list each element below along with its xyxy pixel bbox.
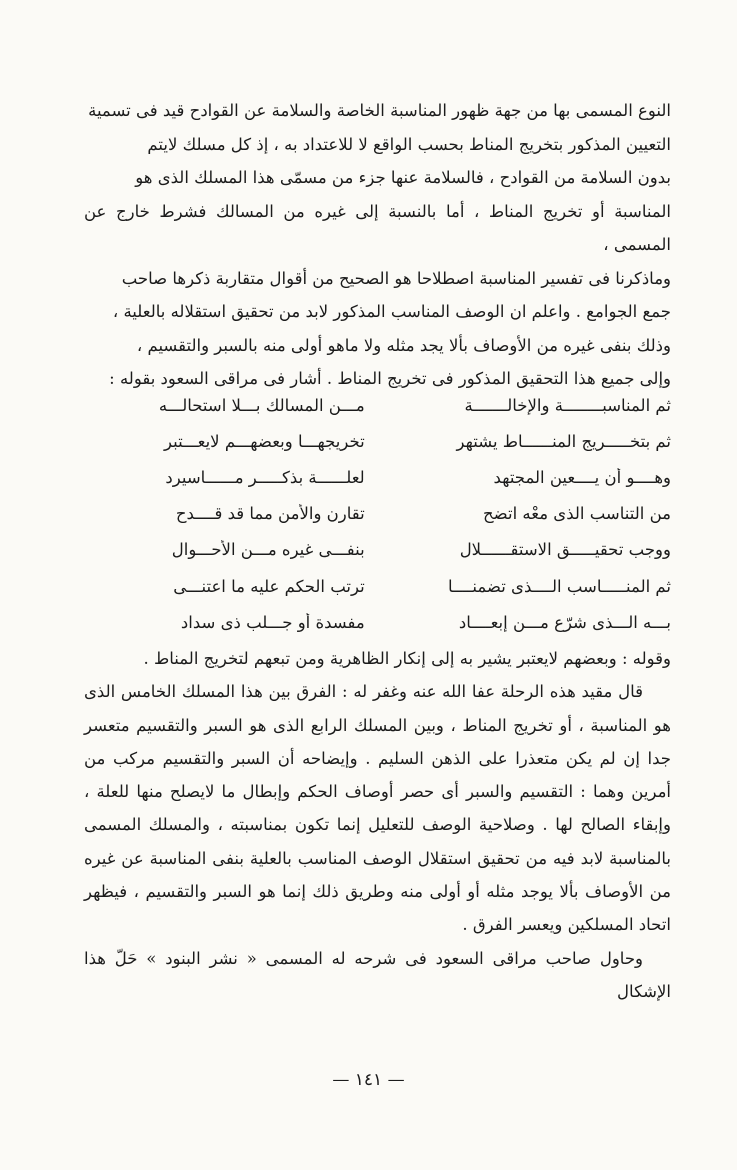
page-number: — ١٤١ — <box>332 1070 405 1090</box>
verse-second-hemistich: مفسدة أو جـــلب ذى سداد <box>180 612 365 632</box>
verse-line <box>82 568 671 604</box>
closing-paragraphs <box>84 642 671 1008</box>
verse-commentary: وقوله : وبعضهم لايعتبر يشير به إلى إنكار الظاهرية ومن تبعهم لتخريج المناط . <box>143 649 671 668</box>
verse-second-hemistich: تخريجهـــا وبعضهـــم لايعـــتبر <box>164 431 365 451</box>
text-line: بدون السلامة من القوادح ، فالسلامة عنها جزء من مسمّى هذا المسلك الذى هو <box>135 168 671 187</box>
text-line: وإلى جميع هذا التحقيق المذكور فى تخريج المناط . أشار فى مراقى السعود بقوله : <box>109 369 671 388</box>
verse-first-hemistich: بـــه الـــذى شرّع مـــن إبعــــاد <box>458 612 671 632</box>
verse-first-hemistich: من التناسب الذى معْه اتضح <box>483 504 671 524</box>
text-line: وماذكرنا فى تفسير المناسبة اصطلاحا هو الصحيح من أقوال متقاربة ذكرها صاحب <box>121 268 671 288</box>
opening-paragraph <box>84 94 671 396</box>
verse-first-hemistich: ثم المناسبــــــــة والإخالـــــــة <box>464 395 671 415</box>
verse-second-hemistich: ترتب الحكم عليه ما اعتنـــى <box>173 576 365 596</box>
verse-first-hemistich: ثم المنـــــاسب الــــذى تضمنــــا <box>448 576 671 596</box>
verse-line <box>82 387 671 423</box>
verse-second-hemistich: بنفـــى غيره مـــن الأحـــوال <box>171 540 365 560</box>
text-line: النوع المسمى بها من جهة ظهور المناسبة الخاصة والسلامة عن القوادح قيد فى تسمية <box>88 101 671 120</box>
text-line: المناسبة أو تخريج المناط ، أما بالنسبة إلى غيره من المسالك فشرط خارج عن المسمى ، <box>84 201 671 254</box>
text-line: التعيين المذكور بتخريج المناط بحسب الواقع لا للاعتداد به ، إذ كل مسلك لايتم <box>147 134 671 154</box>
text-line: جمع الجوامع . واعلم ان الوصف المناسب المذكور لابد من تحقيق استقلاله بالعلية ، <box>112 302 671 321</box>
verse-second-hemistich: تقارن والأمن مما قد قــــدح <box>175 504 365 524</box>
verse-line <box>82 459 671 495</box>
verse-first-hemistich: ثم بتخـــــريج المنــــــاط يشتهر <box>456 431 671 451</box>
verse-second-hemistich: لعلــــــة بذكـــــر مــــــاسيرد <box>165 467 365 487</box>
text-line: وذلك بنفى غيره من الأوصاف بألا يجد مثله ولا ماهو أولى منه بالسبر والتقسيم ، <box>136 335 671 355</box>
verse-line <box>82 423 671 459</box>
verse-first-hemistich: ووجب تحقيـــــق الاستقــــــلال <box>459 540 671 560</box>
final-paragraph: وحاول صاحب مراقى السعود فى شرحه له المسمى « نشر البنود » حَلّ هذا الإشكال <box>84 948 671 1001</box>
verse-first-hemistich: وهــــو أن يــــعين المجتهد <box>493 467 671 487</box>
verse-line <box>82 604 671 640</box>
poem-block <box>82 387 671 640</box>
verse-line <box>82 496 671 532</box>
verse-line <box>82 532 671 568</box>
author-remark-paragraph: قال مقيد هذه الرحلة عفا الله عنه وغفر له : الفرق بين هذا المسلك الخامس الذى هو المناسبة ، أو تخريج المناط ، وبين المسلك الرابع الذى هو السبر والتقسيم متعسر جدا إن لم يكن متعذرا على الذهن السليم . وإيضاحه أن السبر والتقسيم مركب من أمرين وهما : التقسيم والسبر أى حصر أوصاف الحكم وإبطال ما لايصلح منها للعلة ، وإبقاء الصالح لها . وصلاحية الوصف للتعليل إنما تكون بمناسبته ، والمسلك المسمى بالمناسبة لابد فيه من تحقيق استقلال الوصف المناسب بالعلية بنفى المناسبة عن غيره من الأوصاف بألا يوجد مثله أو أولى منه وطريق ذلك إنما هو السبر والتقسيم ، فيظهر اتحاد المسلكين ويعسر الفرق . <box>84 682 671 935</box>
verse-second-hemistich: مـــن المسالك بـــلا استحالـــه <box>158 395 365 415</box>
